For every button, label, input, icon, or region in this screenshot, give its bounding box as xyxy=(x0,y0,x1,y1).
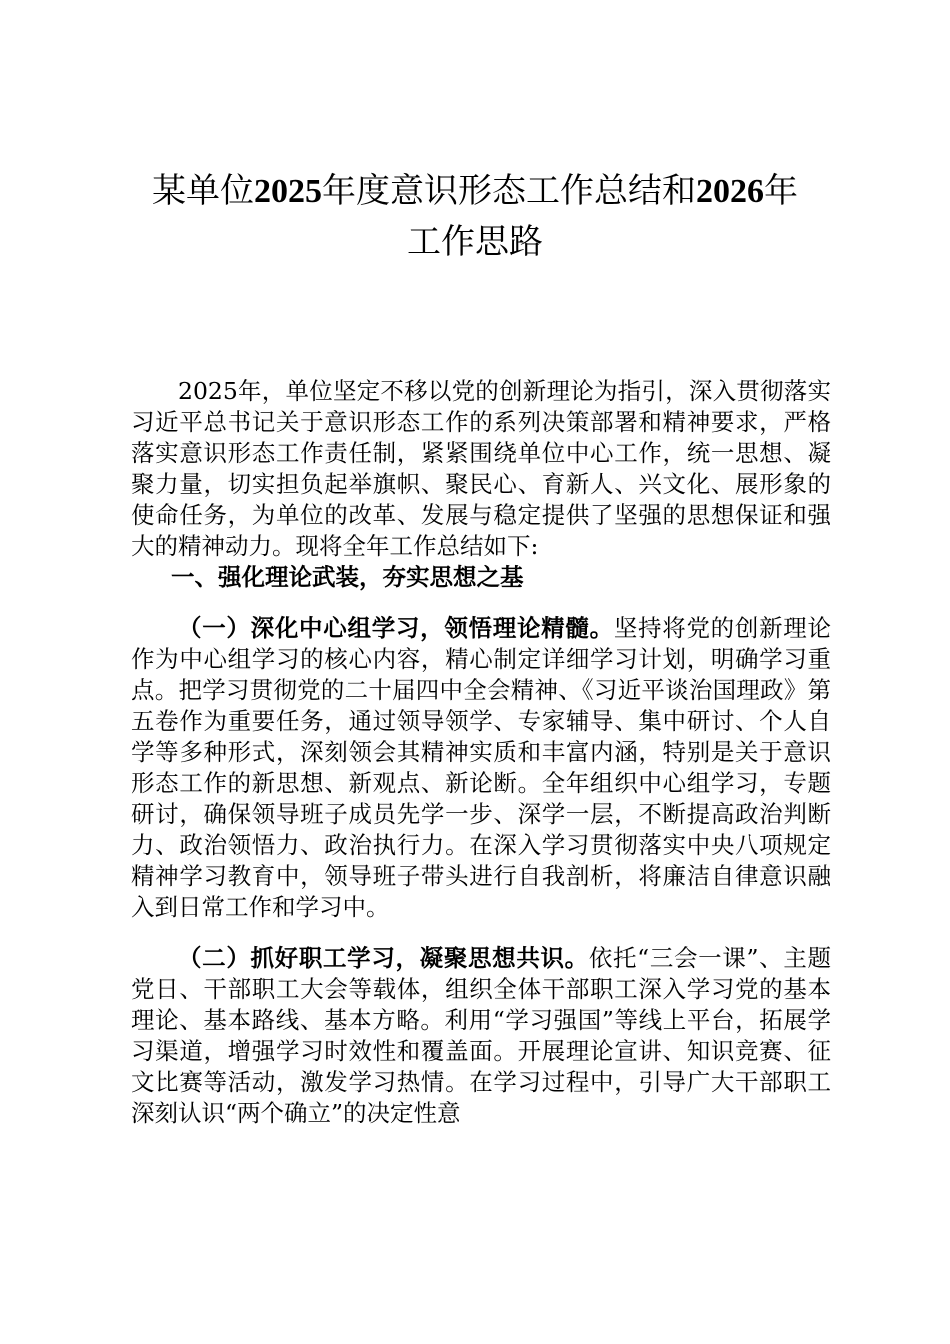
title-line-2: 工作思路 xyxy=(407,222,543,262)
title-part-3: 年 xyxy=(764,171,798,211)
subsection-1-heading: （一）深化中心组学习，领悟理论精髓。 xyxy=(178,614,614,642)
subsection-2-paragraph xyxy=(131,943,831,1129)
title-part-1: 某单位 xyxy=(152,171,254,211)
title-year-2: 2026 xyxy=(696,173,764,210)
subsection-2-body: 依托“三会一课”、主题党日、干部职工大会等载体，组织全体干部职工深入学习党的基本理论、基本路线、基本方略。利用“学习强国”等线上平台，拓展学习渠道，增强学习时效性和覆盖面。开展理论宣讲、知识竞赛、征文比赛等活动，激发学习热情。在学习过程中，引导广大干部职工深刻认识“两个确立”的决定性意 xyxy=(131,944,832,1127)
subsection-2-heading: （二）抓好职工学习，凝聚思想共识。 xyxy=(178,944,589,972)
section-1-heading: 一、强化理论武装，夯实思想之基 xyxy=(171,563,524,591)
title-part-2: 年度意识形态工作总结和 xyxy=(322,171,696,211)
title-year-1: 2025 xyxy=(254,173,322,210)
document-body xyxy=(131,376,831,1129)
subsection-1-paragraph xyxy=(131,613,831,923)
subsection-1-body: 坚持将党的创新理论作为中心组学习的核心内容，精心制定详细学习计划，明确学习重点。把学习贯彻党的二十届四中全会精神、《习近平谈治国理政》第五卷作为重要任务，通过领导领学、专家辅导、集中研讨、个人自学等多种形式，深刻领会其精神实质和丰富内涵，特别是关于意识形态工作的新思想、新观点、新论断。全年组织中心组学习，专题研讨，确保领导班子成员先学一步、深学一层，不断提高政治判断力、政治领悟力、政治执行力。在深入学习贯彻落实中央八项规定精神学习教育中，领导班子带头进行自我剖析，将廉洁自律意识融入到日常工作和学习中。 xyxy=(131,614,832,921)
intro-paragraph: 2025年，单位坚定不移以党的创新理论为指引，深入贯彻落实习近平总书记关于意识形态工作的系列决策部署和精神要求，严格落实意识形态工作责任制，紧紧围绕单位中心工作，统一思想、凝聚力量，切实担负起举旗帜、聚民心、育新人、兴文化、展形象的使命任务，为单位的改革、发展与稳定提供了坚强的思想保证和强大的精神动力。现将全年工作总结如下: xyxy=(131,377,831,560)
title-line-1 xyxy=(100,166,850,217)
document-title xyxy=(100,166,850,267)
